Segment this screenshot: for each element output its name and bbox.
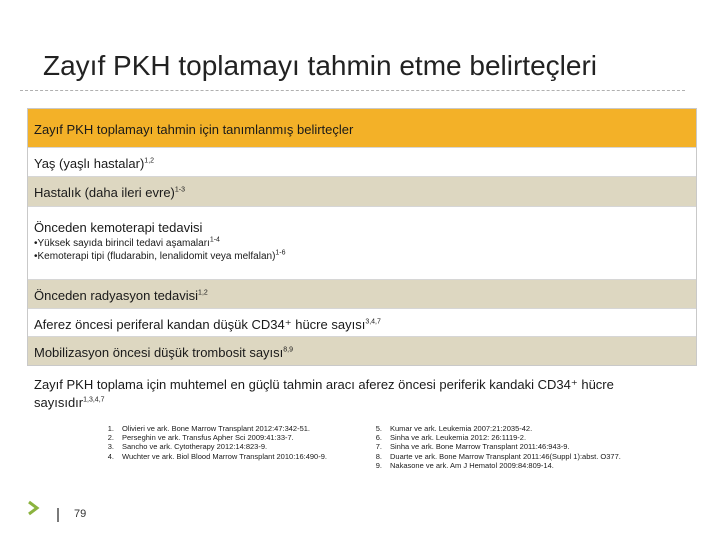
row-sup: 1-3	[174, 186, 186, 194]
reference-item: 9. Nakasone ve ark. Am J Hematol 2009:84:809-14.	[375, 460, 554, 470]
reference-item: 1. Olivieri ve ark. Bone Marrow Transplant 2012:47:342-51.	[107, 424, 311, 433]
reference-item: 6. Sinha ve ark. Leukemia 2012: 26:1119-2.	[375, 433, 527, 443]
row-sup: 1,2	[144, 157, 155, 165]
row-label: Hastalık (daha ileri evre)	[34, 185, 175, 200]
table-row	[28, 206, 696, 279]
row-label: Mobilizasyon öncesi düşük trombosit sayısı	[34, 345, 284, 360]
row-label: Önceden radyasyon tedavisi	[34, 288, 199, 303]
reference-item: 3. Sancho ve ark. Cytotherapy 2012:14:823-9.	[107, 442, 268, 452]
table-header	[28, 109, 696, 147]
table-row	[28, 279, 696, 308]
footer-divider	[57, 508, 59, 522]
table-row	[28, 176, 696, 206]
row-sub-sup: 1-6	[275, 249, 286, 257]
title-divider	[20, 90, 685, 91]
references-right	[366, 424, 621, 470]
table-row	[28, 147, 696, 176]
table-row	[28, 336, 696, 365]
reference-item: 5. Kumar ve ark. Leukemia 2007:21:2035-42.	[375, 424, 533, 433]
footer-chevron-icon	[27, 500, 41, 516]
table-header-label: Zayıf PKH toplamayı tahmin için tanımlanmış belirteçler	[34, 122, 354, 137]
row-sup: 1,2	[198, 289, 208, 297]
predictors-table	[27, 108, 697, 366]
row-label: Önceden kemoterapi tedavisi	[34, 220, 203, 235]
table-row	[28, 308, 696, 336]
reference-item: 4. Wuchter ve ark. Biol Blood Marrow Transplant 2010:16:490-9.	[107, 451, 327, 461]
row-label: Yaş (yaşlı hastalar)	[34, 156, 145, 171]
slide-title: Zayıf PKH toplamayı tahmin etme belirteçleri	[43, 50, 597, 81]
row-label: Aferez öncesi periferal kandan düşük CD34⁺ hücre sayısı	[34, 317, 366, 332]
row-sub-item: •Yüksek sayıda birincil tedavi aşamaları	[34, 238, 210, 249]
summary-body: Zayıf PKH toplama için muhtemel en güçlü tahmin aracı aferez öncesi periferik kandaki CD34⁺ hücre sayısıdır	[34, 377, 614, 410]
row-sub-item: •Kemoterapi tipi (fludarabin, lenalidomit veya melfalan)	[34, 251, 276, 262]
reference-item: 7. Sinha ve ark. Bone Marrow Transplant 2011:46:943-9.	[375, 442, 570, 452]
reference-item: 2. Perseghin ve ark. Transfus Apher Sci 2009:41:33-7.	[107, 433, 294, 443]
row-sup: 8,9	[283, 346, 294, 354]
references-left	[98, 424, 327, 461]
row-sub-sup: 1-4	[209, 236, 220, 244]
reference-item: 8. Duarte ve ark. Bone Marrow Transplant 2011:46(Suppl 1):abst. O377.	[375, 451, 621, 461]
summary-sup: 1,3,4,7	[83, 396, 105, 404]
row-sup: 3,4,7	[365, 318, 381, 326]
summary-text	[34, 376, 684, 412]
page-number: 79	[74, 508, 87, 520]
